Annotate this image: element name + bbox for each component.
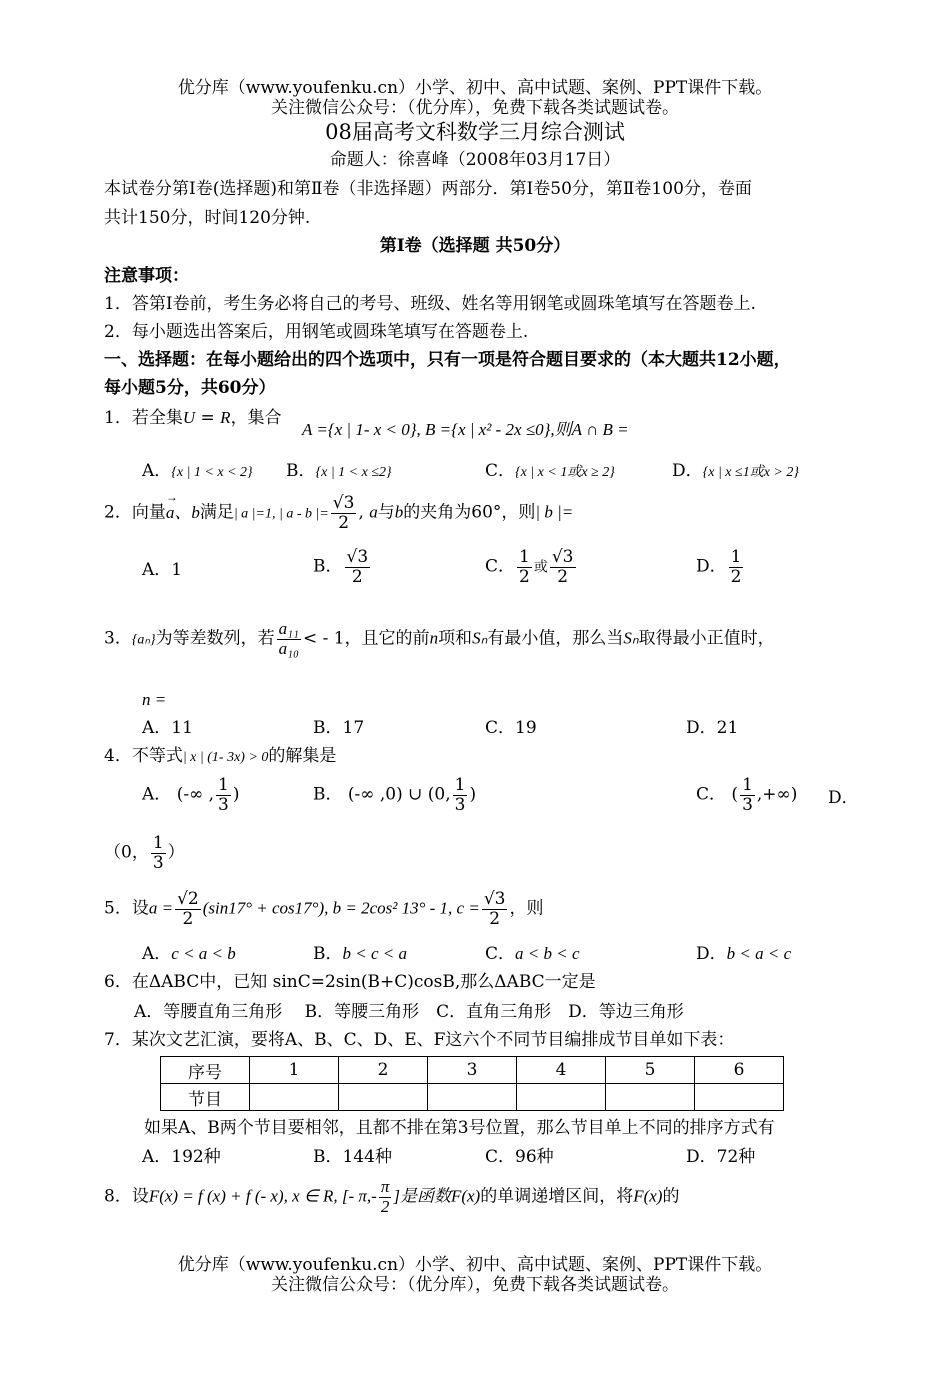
table-cell — [250, 1084, 339, 1111]
question-7-option-a: A．192种 — [142, 1147, 221, 1167]
question-6-options: A．等腰直角三角形 B．等腰三角形 C．直角三角形 D．等边三角形 — [134, 1002, 684, 1022]
table-row-program — [161, 1084, 784, 1111]
header-line-1: 优分库（www.youfenku.cn）小学、初中、高中试题、案例、PPT课件下载。 — [177, 78, 773, 98]
question-4-option-c: C． ( $\frac{1}{3}$ ,+∞) — [696, 775, 798, 815]
question-4-option-d-label: D． — [828, 788, 859, 808]
question-2-option-a: A．1 — [142, 560, 183, 580]
question-1-option-b: B．{x | 1 < x ≤2} — [286, 461, 392, 481]
question-3-option-d: D．21 — [686, 718, 739, 738]
notice-1: 1．答第Ⅰ卷前，考生务必将自己的考号、班级、姓名等用钢笔或圆珠笔填写在答题卷上. — [104, 294, 756, 314]
question-3-option-b: B．17 — [313, 718, 365, 738]
question-3-option-c: C．19 — [485, 718, 537, 738]
table-cell: 序号 — [161, 1057, 250, 1084]
question-5-option-c: C．a < b < c — [485, 944, 580, 964]
table-cell — [339, 1084, 428, 1111]
exam-author: 命题人：徐喜峰（2008年03月17日） — [329, 150, 621, 170]
question-7-stem: 7．某次文艺汇演，要将A、B、C、D、E、F这六个不同节目编排成节目单如下表： — [104, 1030, 735, 1050]
question-8-stem: 8．设F(x) = f (x) + f (- x), x ∈ R, [- π,- $\frac{\pi}{2}$ ]是函数F(x)的单调递增区间，将F(x)的 — [104, 1177, 680, 1216]
question-4-option-a: A． (-∞ , $\frac{1}{3}$ ) — [142, 775, 240, 815]
question-1-stem: 1．若全集U = R，集合 — [104, 408, 282, 428]
question-4-option-b: B． (-∞ ,0) ∪ (0, $\frac{1}{3}$ ) — [313, 775, 477, 815]
question-7-condition: 如果A、B两个节目要相邻，且都不排在第3号位置，那么节目单上不同的排序方式有 — [144, 1118, 775, 1138]
notice-title: 注意事项： — [104, 266, 189, 286]
question-5-option-a: A．c < a < b — [142, 944, 236, 964]
footer-line-1: 优分库（www.youfenku.cn）小学、初中、高中试题、案例、PPT课件下载。 — [177, 1255, 773, 1275]
question-5-option-b: B．b < c < a — [313, 944, 407, 964]
question-1-option-c: C．{x | x < 1或x ≥ 2} — [485, 461, 615, 481]
question-5-option-d: D．b < a < c — [696, 944, 792, 964]
question-3-stem: 3．{aₙ}为等差数列，若 $\frac{\text{a₁₁}}{\text{a₁₀}}$ < - 1，且它的前n项和Sₙ有最小值，那么当Sₙ取得最小正值时， — [104, 619, 775, 658]
table-cell — [517, 1084, 606, 1111]
question-7-option-d: D．72种 — [686, 1147, 756, 1167]
table-cell: 3 — [428, 1057, 517, 1084]
table-cell: 节目 — [161, 1084, 250, 1111]
exam-title: 08届高考文科数学三月综合测试 — [325, 120, 625, 144]
table-cell: 5 — [606, 1057, 695, 1084]
program-table — [160, 1056, 784, 1111]
question-1-sets: A ={x | 1- x < 0}, B ={x | x² - 2x ≤0},则A ∩ B = — [302, 420, 629, 439]
question-2-option-d: D． $\frac{1}{2}$ — [696, 547, 742, 587]
question-2-stem: 2．向量→ a、b满足| a |=1, | a - b |= $\frac{√3}{2}$ , a与b的夹角为60°，则| b |= — [104, 494, 573, 532]
fraction-sqrt3-over-2: $\frac{√3}{2}$ — [332, 493, 355, 533]
table-cell — [428, 1084, 517, 1111]
table-cell — [606, 1084, 695, 1111]
intro-line-1: 本试卷分第Ⅰ卷(选择题)和第Ⅱ卷（非选择题）两部分．第Ⅰ卷50分，第Ⅱ卷100分，卷面 — [104, 179, 752, 199]
question-6-stem: 6．在ΔABC中，已知 sinC=2sin(B+C)cosB,那么ΔABC一定是 — [104, 972, 596, 992]
header-line-2: 关注微信公众号：（优分库），免费下载各类试题试卷。 — [271, 98, 679, 118]
question-7-option-c: C．96种 — [485, 1147, 554, 1167]
part1-heading-line-2: 每小题5分，共60分） — [104, 378, 276, 398]
question-5-stem: 5．设a = $\frac{√2}{2}$ (sin17° + cos17°), b = 2cos² 13° - 1, c = $\frac{√3}{2}$ ，则 — [104, 889, 544, 929]
part1-heading-line-1: 一、选择题：在每小题给出的四个选项中，只有一项是符合题目要求的（本大题共12小题， — [104, 350, 791, 370]
question-3-option-a: A．11 — [142, 718, 193, 738]
question-1-option-d: D．{x | x ≤1或x > 2} — [672, 461, 799, 481]
intro-line-2: 共计150分，时间120分钟. — [104, 208, 311, 228]
question-2-option-b: B． $\frac{√3}{2}$ — [313, 547, 369, 587]
table-cell: 6 — [695, 1057, 784, 1084]
vector-ab: → a、b — [166, 503, 200, 523]
question-3-n: n = — [142, 690, 167, 709]
question-4-stem: 4．不等式| x | (1- 3x) > 0的解集是 — [104, 746, 337, 766]
question-7-option-b: B．144种 — [313, 1147, 392, 1167]
table-row-order — [161, 1057, 784, 1084]
question-4-option-d: （0， $\frac{1}{3}$ ） — [104, 833, 185, 873]
table-cell — [695, 1084, 784, 1111]
table-cell: 2 — [339, 1057, 428, 1084]
question-2-option-c: C． $\frac{1}{2}$ 或 $\frac{√3}{2}$ — [485, 547, 574, 587]
footer-line-2: 关注微信公众号：（优分库），免费下载各类试题试卷。 — [271, 1275, 679, 1295]
notice-2: 2．每小题选出答案后，用钢笔或圆珠笔填写在答题卷上. — [104, 322, 529, 342]
question-1-option-a: A．{x | 1 < x < 2} — [142, 461, 253, 481]
table-cell: 4 — [517, 1057, 606, 1084]
section-title: 第Ⅰ卷（选择题 共50分） — [379, 236, 571, 256]
table-cell: 1 — [250, 1057, 339, 1084]
